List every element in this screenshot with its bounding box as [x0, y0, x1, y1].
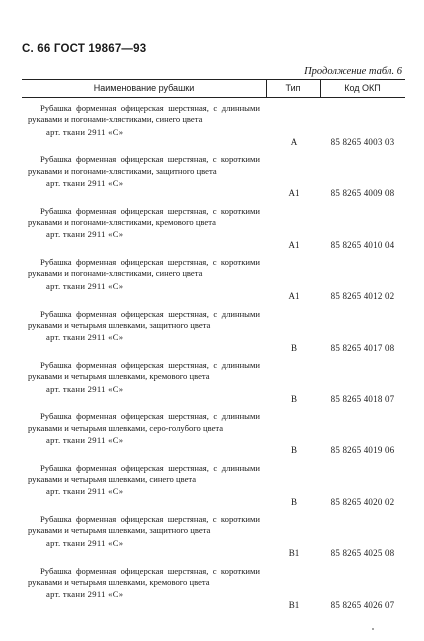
- row-fabric: арт. ткани 2911 «С»: [46, 177, 124, 188]
- row-description: Рубашка форменная офицерская шерстяная, с длинными рукавами и погонами-хлястиками, синего цвета: [28, 103, 260, 125]
- table-row: [28, 257, 260, 292]
- page-header: С. 66 ГОСТ 19867—93: [22, 43, 147, 55]
- row-type: В1: [288, 599, 300, 610]
- row-fabric: арт. ткани 2911 «С»: [46, 280, 124, 291]
- row-description: Рубашка форменная офицерская шерстяная, с короткими рукавами и четырьмя шлевками, кремового цвета: [28, 565, 260, 587]
- row-fabric: арт. ткани 2911 «С»: [46, 126, 124, 137]
- table-row: [28, 309, 260, 344]
- row-code: 85 8265 4018 07: [330, 394, 395, 404]
- row-type: В: [290, 342, 297, 353]
- column-header-name: Наименование рубашки: [93, 83, 195, 93]
- row-fabric: арт. ткани 2911 «С»: [46, 229, 124, 240]
- row-description: Рубашка форменная офицерская шерстяная, с короткими рукавами и погонами-хлястиками, синего цвета: [28, 257, 260, 279]
- row-code: 85 8265 4003 03: [330, 137, 395, 147]
- row-description: Рубашка форменная офицерская шерстяная, с длинными рукавами и четырьмя шлевками, кремового цвета: [28, 360, 260, 382]
- table-row: [28, 514, 260, 549]
- row-fabric: арт. ткани 2911 «С»: [46, 589, 124, 600]
- table-row: [28, 411, 260, 446]
- product-table: [22, 79, 405, 619]
- row-code: 85 8265 4019 06: [330, 445, 395, 456]
- table-row: [28, 360, 260, 395]
- row-fabric: арт. ткани 2911 «С»: [46, 434, 124, 445]
- row-type: В1: [288, 548, 300, 559]
- row-description: Рубашка форменная офицерская шерстяная, с длинными рукавами и четырьмя шлевками, защитного цвета: [28, 308, 260, 330]
- row-fabric: арт. ткани 2911 «С»: [46, 537, 124, 548]
- row-description: Рубашка форменная офицерская шерстяная, с короткими рукавами и погонами-хлястиками, защитного цвета: [28, 154, 260, 176]
- row-description: Рубашка форменная офицерская шерстяная, с короткими рукавами и погонами-хлястиками, кремового цвета: [28, 205, 260, 228]
- table-row: [28, 463, 260, 498]
- table-row: [28, 566, 260, 601]
- row-code: 85 8265 4010 04: [330, 239, 395, 250]
- row-type: А1: [288, 188, 300, 199]
- table-continuation-label: Продолжение табл. 6: [304, 66, 402, 77]
- row-fabric: арт. ткани 2911 «С»: [46, 383, 124, 394]
- table-row: [28, 154, 260, 189]
- table-row: [28, 103, 260, 138]
- row-type: В: [290, 496, 297, 507]
- row-fabric: арт. ткани 2911 «С»: [46, 332, 124, 343]
- table-header-bottom-border: [22, 97, 405, 98]
- row-fabric: арт. ткани 2911 «С»: [46, 486, 124, 497]
- table-row: [28, 206, 260, 241]
- row-code: 85 8265 4009 08: [330, 188, 395, 199]
- column-header-code: Код ОКП: [344, 83, 381, 93]
- row-type: А: [290, 137, 298, 147]
- row-type: А1: [288, 291, 300, 302]
- row-description: Рубашка форменная офицерская шерстяная, с короткими рукавами и четырьмя шлевками, защитного цвета: [28, 514, 260, 536]
- row-code: 85 8265 4020 02: [330, 496, 395, 507]
- row-type: В: [290, 394, 297, 404]
- row-type: А1: [288, 239, 300, 250]
- row-code: 85 8265 4017 08: [330, 342, 395, 353]
- row-description: Рубашка форменная офицерская шерстяная, с длинными рукавами и четырьмя шлевками, синего цвета: [28, 462, 260, 485]
- row-type: В: [290, 445, 297, 456]
- column-header-type: Тип: [285, 83, 301, 93]
- row-code: 85 8265 4025 08: [330, 548, 395, 559]
- page-speck: [372, 628, 374, 630]
- row-code: 85 8265 4012 02: [330, 291, 395, 302]
- row-code: 85 8265 4026 07: [330, 599, 395, 610]
- row-description: Рубашка форменная офицерская шерстяная, с длинными рукавами и четырьмя шлевками, серо-голубого цвета: [28, 411, 260, 433]
